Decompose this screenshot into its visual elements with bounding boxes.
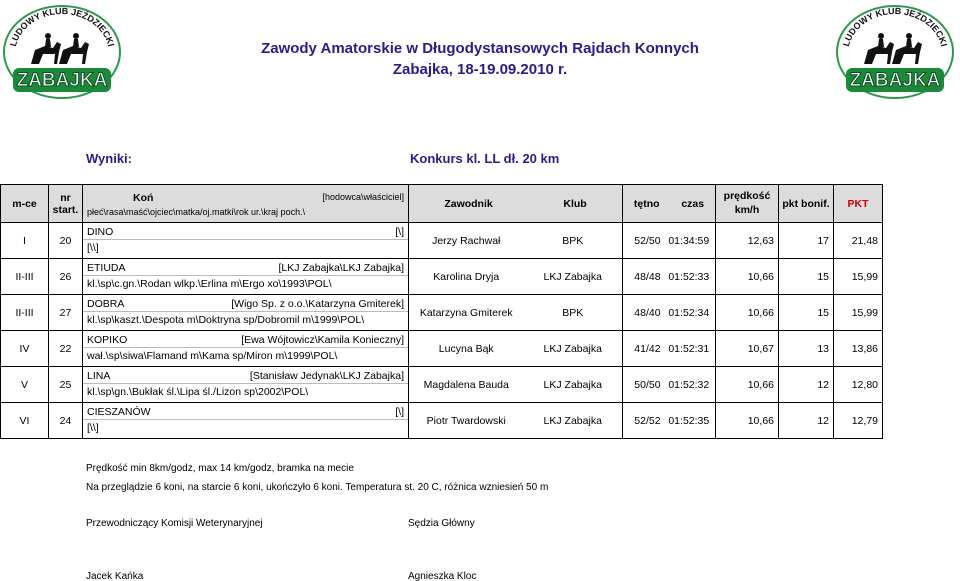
cell-start-no: 25 [49, 367, 83, 403]
svg-text:LUDOWY KLUB JEŹDZIECKI: LUDOWY KLUB JEŹDZIECKI [840, 5, 950, 48]
table-row [1, 403, 960, 439]
cell-points: 12,79 [834, 403, 883, 439]
cell-rider-club [409, 403, 623, 439]
cell-rider-club [409, 331, 623, 367]
table-row [1, 367, 960, 403]
cell-rider-club [409, 367, 623, 403]
cell-place: II-III [1, 259, 49, 295]
cell-points: 15,99 [834, 259, 883, 295]
cell-horse [83, 259, 409, 295]
header-horse-details: płeć\rasa\maść\ojciec\matka/oj.matki\rok ur.\kraj poch.\ [87, 207, 306, 217]
cell-time: 01:34:59 [668, 234, 710, 247]
cell-time: 01:52:33 [668, 270, 710, 283]
header-points: PKT [834, 185, 883, 223]
horse-details: kl.\sp\kaszt.\Despota m\Doktryna sp/Dobromil m\1999\POL\ [87, 314, 365, 326]
cell-club: LKJ Zabajka [543, 378, 602, 391]
cell-points: 13,86 [834, 331, 883, 367]
header-start-no: nr start. [49, 185, 83, 223]
cell-start-no: 20 [49, 223, 83, 259]
cell-horse [83, 403, 409, 439]
cell-pulse-time [623, 403, 716, 439]
table-row [1, 223, 960, 259]
cell-rider: Jerzy Rachwał [432, 234, 501, 247]
horse-name: CIESZANÓW [87, 406, 151, 418]
cell-rider-club [409, 295, 623, 331]
horse-details: kl.\sp\c.gn.\Rodan wlkp.\Erlina m\Ergo xo\1993\POL\ [87, 278, 332, 290]
cell-points: 15,99 [834, 295, 883, 331]
cell-club: LKJ Zabajka [543, 342, 602, 355]
cell-rider-club [409, 223, 623, 259]
cell-rider: Katarzyna Gmiterek [419, 306, 513, 319]
cell-place: V [1, 367, 49, 403]
cell-start-no: 27 [49, 295, 83, 331]
svg-text:ZABAJKA: ZABAJKA [16, 70, 108, 91]
header-pulse-label: tętno [633, 197, 660, 210]
header-pulse [623, 185, 716, 223]
table-row [1, 259, 960, 295]
horse-name: ETIUDA [87, 262, 126, 274]
horse-owner: [Ewa Wójtowicz\Kamila Konieczny] [241, 334, 404, 346]
header-horse-label: Koń [133, 192, 154, 204]
cell-time: 01:52:32 [668, 378, 710, 391]
header-time-label: czas [681, 197, 705, 210]
header-horse [83, 185, 409, 223]
results-label: Wyniki: [86, 151, 132, 166]
competition-name: Konkurs kl. LL dł. 20 km [410, 151, 560, 166]
cell-speed: 10,66 [716, 295, 779, 331]
horse-details: [\\] [87, 422, 99, 434]
horse-name: DINO [87, 226, 114, 238]
cell-rider: Magdalena Bauda [423, 378, 509, 391]
cell-bonus: 15 [779, 295, 834, 331]
cell-speed: 12,63 [716, 223, 779, 259]
cell-horse [83, 223, 409, 259]
cell-pulse: 48/40 [634, 306, 661, 319]
cell-place: I [1, 223, 49, 259]
header-club-label: Klub [563, 197, 587, 210]
horse-owner: [Stanisław Jedynak\LKJ Zabajka] [249, 370, 404, 382]
table-header-row [1, 185, 960, 223]
horse-owner: [\] [395, 406, 404, 418]
cell-bonus: 13 [779, 331, 834, 367]
horse-details: kl.\sp\gn.\Bukłak śl.\Lipa śl./Lizon sp\2002\POL\ [87, 386, 309, 398]
horse-name: KOPIKO [87, 334, 128, 346]
cell-speed: 10,66 [716, 259, 779, 295]
horse-name: DOBRA [87, 298, 125, 310]
chief-judge-name: Agnieszka Kloc [408, 571, 477, 581]
cell-club: LKJ Zabajka [543, 414, 602, 427]
cell-pulse: 52/52 [634, 414, 661, 427]
cell-rider: Piotr Twardowski [426, 414, 506, 427]
table-row [1, 295, 960, 331]
cell-horse [83, 295, 409, 331]
cell-speed: 10,67 [716, 331, 779, 367]
cell-start-no: 22 [49, 331, 83, 367]
note-speed-limits: Prędkość min 8km/godz, max 14 km/godz, bramka na mecie [86, 463, 354, 474]
cell-pulse-time [623, 295, 716, 331]
horse-owner: [LKJ Zabajka\LKJ Zabajka] [278, 262, 404, 274]
cell-start-no: 24 [49, 403, 83, 439]
event-subtitle: Zabajka, 18-19.09.2010 r. [392, 61, 568, 78]
cell-speed: 10,66 [716, 403, 779, 439]
header-bonus: pkt bonif. [779, 185, 834, 223]
cell-bonus: 15 [779, 259, 834, 295]
cell-pulse-time [623, 367, 716, 403]
cell-bonus: 12 [779, 403, 834, 439]
cell-time: 01:52:35 [668, 414, 710, 427]
cell-rider-club [409, 259, 623, 295]
cell-start-no: 26 [49, 259, 83, 295]
cell-points: 12,80 [834, 367, 883, 403]
cell-time: 01:52:34 [668, 306, 710, 319]
cell-pulse-time [623, 259, 716, 295]
cell-place: II-III [1, 295, 49, 331]
event-title: Zawody Amatorskie w Długodystansowych Rajdach Konnych [261, 40, 699, 57]
cell-pulse: 50/50 [634, 378, 661, 391]
horse-details: [\\] [87, 242, 99, 254]
chief-judge-title: Sędzia Główny [408, 518, 475, 529]
vet-commission-chair-title: Przewodniczący Komisji Weterynaryjnej [86, 518, 263, 529]
svg-text:ZABAJKA: ZABAJKA [849, 70, 941, 91]
cell-pulse-time [623, 223, 716, 259]
cell-place: VI [1, 403, 49, 439]
vet-commission-chair-name: Jacek Kańka [86, 571, 144, 581]
table-row [1, 331, 960, 367]
header-owner-label: [hodowca\właściciel] [322, 192, 404, 202]
results-table [0, 184, 960, 439]
header-place: m-ce [1, 185, 49, 223]
horse-owner: [Wigo Sp. z o.o.\Katarzyna Gmiterek] [231, 298, 404, 310]
cell-pulse: 48/48 [634, 270, 661, 283]
cell-rider: Karolina Dryja [433, 270, 500, 283]
cell-pulse: 41/42 [634, 342, 661, 355]
cell-horse [83, 331, 409, 367]
cell-place: IV [1, 331, 49, 367]
horse-details: wał.\sp\siwa\Flamand m\Kama sp/Miron m\1999\POL\ [87, 350, 338, 362]
svg-text:LUDOWY KLUB JEŹDZIECKI: LUDOWY KLUB JEŹDZIECKI [7, 5, 117, 48]
cell-bonus: 17 [779, 223, 834, 259]
header-rider-label: Zawodnik [444, 197, 493, 210]
cell-club: LKJ Zabajka [543, 270, 602, 283]
cell-bonus: 12 [779, 367, 834, 403]
cell-horse [83, 367, 409, 403]
cell-time: 01:52:31 [668, 342, 710, 355]
cell-pulse-time [623, 331, 716, 367]
cell-speed: 10,66 [716, 367, 779, 403]
header-speed: prędkość km/h [716, 185, 779, 223]
horse-name: LINA [87, 370, 111, 382]
cell-club: BPK [562, 306, 584, 319]
cell-pulse: 52/50 [634, 234, 661, 247]
cell-rider: Lucyna Bąk [438, 342, 494, 355]
header-rider [409, 185, 623, 223]
cell-points: 21,48 [834, 223, 883, 259]
cell-club: BPK [562, 234, 584, 247]
horse-owner: [\] [395, 226, 404, 238]
note-inspection-summary: Na przeglądzie 6 koni, na starcie 6 koni, ukończyło 6 koni. Temperatura st. 20 C, różnica wzniesień 50 m [86, 482, 549, 493]
